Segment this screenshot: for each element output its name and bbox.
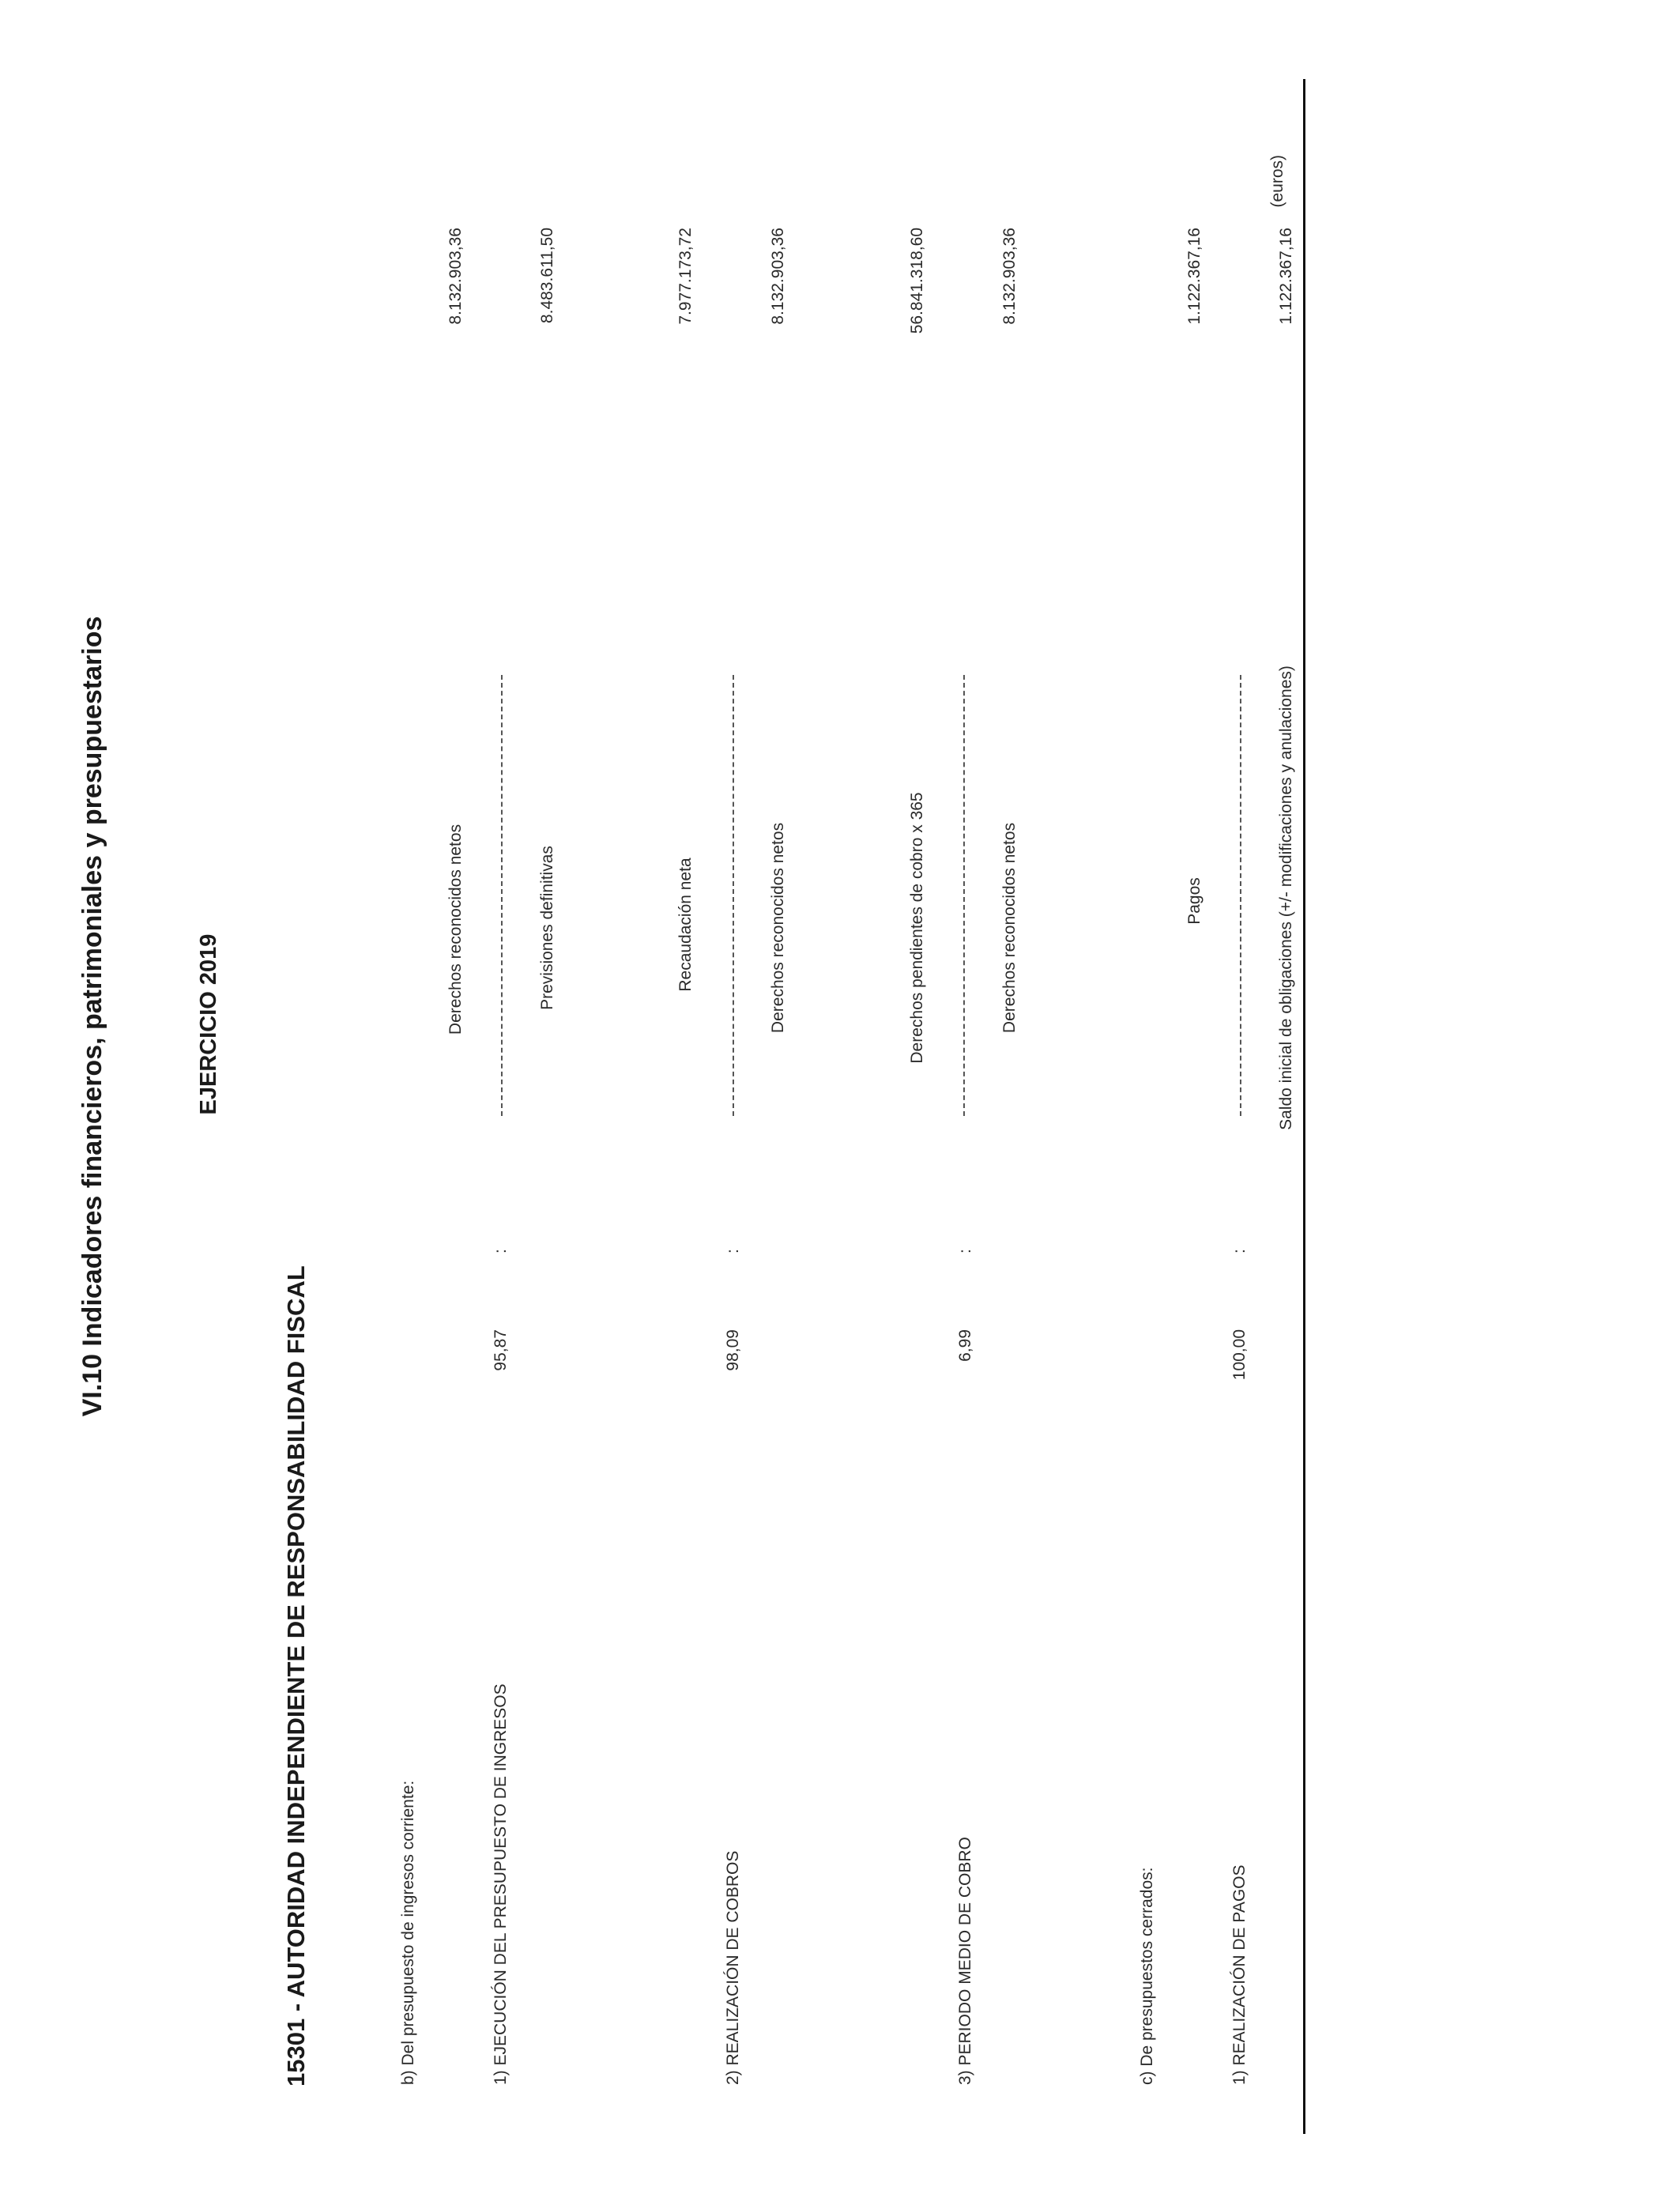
indicator-value: 95,87 (492, 1329, 510, 1371)
entity-heading: 15301 - AUTORIDAD INDEPENDIENTE DE RESPONSABILIDAD FISCAL (282, 1265, 310, 2087)
numerator-value: 7.977.173,72 (676, 228, 695, 325)
indicator-label: 1) REALIZACIÓN DE PAGOS (1230, 1864, 1249, 2085)
indicator-value: 100,00 (1230, 1329, 1249, 1381)
indicator-value: 6,99 (956, 1329, 974, 1362)
fraction-line (733, 675, 734, 1116)
denominator-label: Previsiones definitivas (538, 846, 556, 1010)
fraction-line (963, 675, 965, 1116)
denominator-value: 8.483.611,50 (538, 228, 556, 324)
indicator-colon: : (956, 1249, 974, 1253)
top-rule (1303, 79, 1305, 2134)
denominator-label: Saldo inicial de obligaciones (+/- modificaciones y anulaciones) (1277, 665, 1295, 1130)
section-heading-cerrados: c) De presupuestos cerrados: (1138, 1867, 1156, 2085)
numerator-label: Recaudación neta (676, 858, 695, 992)
indicator-label: 1) EJECUCIÓN DEL PRESUPUESTO DE INGRESOS (492, 1683, 510, 2085)
fraction-line (501, 675, 503, 1116)
section-heading-ingresos: b) Del presupuesto de ingresos corriente: (399, 1780, 417, 2085)
indicator-value: 98,09 (724, 1329, 742, 1371)
indicator-label: 3) PERIODO MEDIO DE COBRO (956, 1837, 974, 2085)
fraction-line (1240, 675, 1241, 1116)
indicator-label: 2) REALIZACIÓN DE COBROS (724, 1850, 742, 2085)
denominator-value: 8.132.903,36 (769, 228, 787, 325)
report-title: VI.10 Indicadores financieros, patrimoniales y presupuestarios (77, 616, 107, 1417)
numerator-label: Pagos (1185, 877, 1203, 925)
numerator-label: Derechos pendientes de cobro x 365 (908, 792, 926, 1064)
denominator-value: 1.122.367,16 (1277, 228, 1295, 325)
denominator-value: 8.132.903,36 (1000, 228, 1019, 325)
units-label: (euros) (1268, 155, 1286, 208)
numerator-value: 8.132.903,36 (446, 228, 465, 325)
numerator-value: 1.122.367,16 (1185, 228, 1203, 325)
indicator-colon: : (724, 1249, 742, 1253)
numerator-value: 56.841.318,60 (908, 228, 926, 334)
indicator-colon: : (492, 1249, 510, 1253)
exercise-year: EJERCICIO 2019 (196, 933, 221, 1115)
numerator-label: Derechos reconocidos netos (446, 824, 465, 1035)
indicator-colon: : (1230, 1249, 1249, 1253)
denominator-label: Derechos reconocidos netos (1000, 822, 1019, 1034)
denominator-label: Derechos reconocidos netos (769, 822, 787, 1034)
